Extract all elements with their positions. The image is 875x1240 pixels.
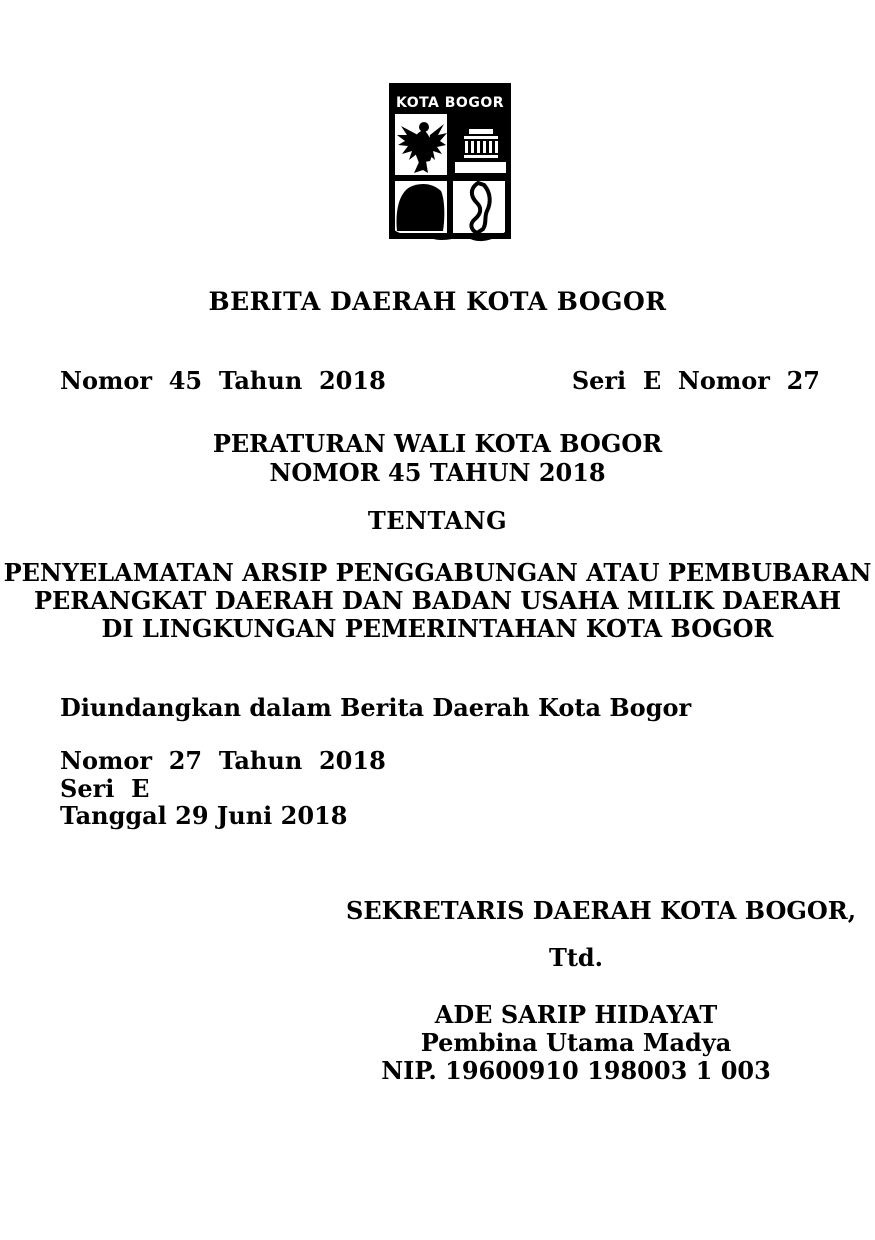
signature-person bbox=[346, 1001, 806, 1085]
signature-name: ADE SARIP HIDAYAT bbox=[434, 999, 718, 1029]
promulgation-number: Nomor 27 Tahun 2018 bbox=[60, 746, 386, 775]
signature-block bbox=[346, 895, 857, 1085]
promulgation-date: Tanggal 29 Juni 2018 bbox=[60, 801, 348, 830]
kota-bogor-emblem-icon bbox=[389, 83, 511, 251]
subject-line3: DI LINGKUNGAN PEMERINTAHAN KOTA BOGOR bbox=[101, 614, 774, 643]
subject-line2: PERANGKAT DAERAH DAN BADAN USAHA MILIK DAERAH bbox=[33, 586, 842, 615]
gazette-series: Seri E Nomor 27 bbox=[571, 366, 820, 395]
signature-nip: NIP. 19600910 198003 1 003 bbox=[381, 1055, 771, 1085]
emblem-container bbox=[0, 0, 875, 251]
gazette-number: Nomor 45 Tahun 2018 bbox=[60, 366, 386, 395]
regulation-title-line1: PERATURAN WALI KOTA BOGOR bbox=[212, 429, 663, 458]
regulation-title bbox=[0, 429, 875, 487]
signature-ttd: Ttd. bbox=[548, 942, 604, 972]
promulgation-details bbox=[60, 747, 875, 830]
regulation-title-line2: NOMOR 45 TAHUN 2018 bbox=[269, 458, 606, 487]
emblem-banner-label: KOTA BOGOR bbox=[395, 95, 504, 111]
number-series-row bbox=[60, 367, 820, 395]
subject-line1: PENYELAMATAN ARSIP PENGGABUNGAN ATAU PEMBUBARAN bbox=[3, 558, 872, 587]
promulgation-intro: Diundangkan dalam Berita Daerah Kota Bogor bbox=[60, 693, 692, 722]
promulgation-series: Seri E bbox=[60, 773, 150, 803]
regulation-subject bbox=[0, 559, 875, 643]
gazette-title: BERITA DAERAH KOTA BOGOR bbox=[208, 287, 667, 316]
emblem-palace-quadrant bbox=[453, 114, 508, 175]
signature-office: SEKRETARIS DAERAH KOTA BOGOR, bbox=[346, 895, 857, 925]
about-label: TENTANG bbox=[367, 506, 508, 535]
signature-rank: Pembina Utama Madya bbox=[420, 1027, 732, 1057]
